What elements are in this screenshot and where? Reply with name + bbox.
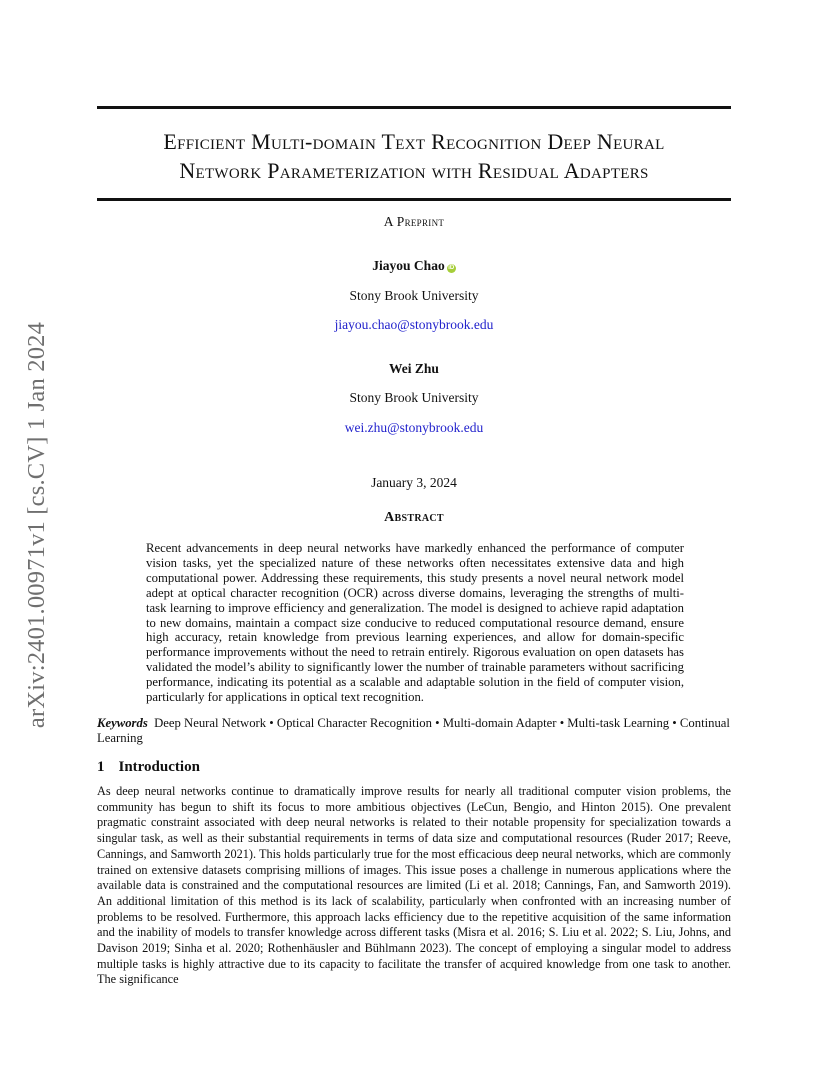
section-number: 1 (97, 759, 105, 775)
author-1-affiliation: Stony Brook University (349, 288, 479, 303)
keywords-list: Deep Neural Network • Optical Character Recognition • Multi-domain Adapter • Multi-task Learning • Continual Learning (97, 716, 730, 745)
abstract-text: Recent advancements in deep neural networks have markedly enhanced the performance of computer vision tasks, yet the specialized nature of these networks often necessitates extensive data and high computational power. Addressing these requirements, this study presents a novel neural network model adept at optical character recognition (OCR) across diverse domains, leveraging the strengths of multi-task learning to improve efficiency and generalization. The model is designed to achieve rapid adaptation to new domains, maintain a compact size conducive to reduced computational resource demand, ensure high accuracy, retain knowledge from previous learning experiences, and allow for domain-specific performance improvements without the need to retrain entirely. Rigorous evaluation on open datasets has validated the model’s ability to significantly lower the number of trainable parameters without sacrificing performance, indicating its potential as a scalable and adaptable solution in the field of computer vision, particularly for applications in optical text recognition. (146, 541, 684, 705)
publication-date: January 3, 2024 (371, 475, 457, 490)
section-heading-introduction (97, 759, 200, 776)
author-1-name: Jiayou Chao (372, 258, 445, 273)
section-title: Introduction (118, 759, 200, 775)
title-rule-bottom (97, 198, 731, 201)
paper-title (97, 127, 731, 185)
orcid-icon[interactable]: iD (448, 265, 455, 271)
paper-title-line-2: Network Parameterization with Residual Adapters (179, 158, 649, 183)
preprint-label: A Preprint (383, 214, 445, 229)
author-2-affiliation: Stony Brook University (349, 390, 479, 405)
title-rule-top (97, 106, 731, 109)
paper-title-line-1: Efficient Multi-domain Text Recognition Deep Neural (163, 129, 665, 154)
keywords (97, 716, 731, 746)
arxiv-identifier-stamp: arXiv:2401.00971v1 [cs.CV] 1 Jan 2024 (23, 321, 50, 729)
author-1-email[interactable]: jiayou.chao@stonybrook.edu (334, 317, 494, 332)
author-2-email[interactable]: wei.zhu@stonybrook.edu (344, 420, 484, 435)
author-2-name: Wei Zhu (389, 361, 439, 376)
author-1 (97, 258, 731, 274)
abstract-heading: Abstract (384, 510, 444, 525)
introduction-text: As deep neural networks continue to dramatically improve results for nearly all traditional computer vision problems, the community has begun to shift its focus to more ambitious objectives (LeCun, Bengio, and Hinton 2015). One prevalent pragmatic constraint associated with deep neural networks is related to their notable propensity for specialization towards a singular task, as well as their substantial requirements in terms of data size and computational resources (Ruder 2017; Reeve, Cannings, and Samworth 2021). This holds particularly true for the most efficacious deep neural networks, which are commonly trained on extensive datasets comprising millions of images. This issue poses a challenge in numerous applications where the available data is constrained and the computational resources are limited (Li et al. 2018; Cannings, Fan, and Samworth 2019). An additional limitation of this method is its lack of scalability, particularly when confronted with an increasing number of problems to be resolved. Furthermore, this approach lacks efficiency due to the repetitive acquisition of the same information and the inability of models to transfer knowledge across different tasks (Misra et al. 2016; S. Liu et al. 2022; S. Liu, Johns, and Davison 2019; Sinha et al. 2020; Rothenhäusler and Bühlmann 2023). The concept of employing a singular model to address multiple tasks is highly attractive due to its capacity to facilitate the transfer of acquired knowledge from one task to another. The significance (97, 784, 731, 987)
keywords-label: Keywords (97, 716, 148, 730)
